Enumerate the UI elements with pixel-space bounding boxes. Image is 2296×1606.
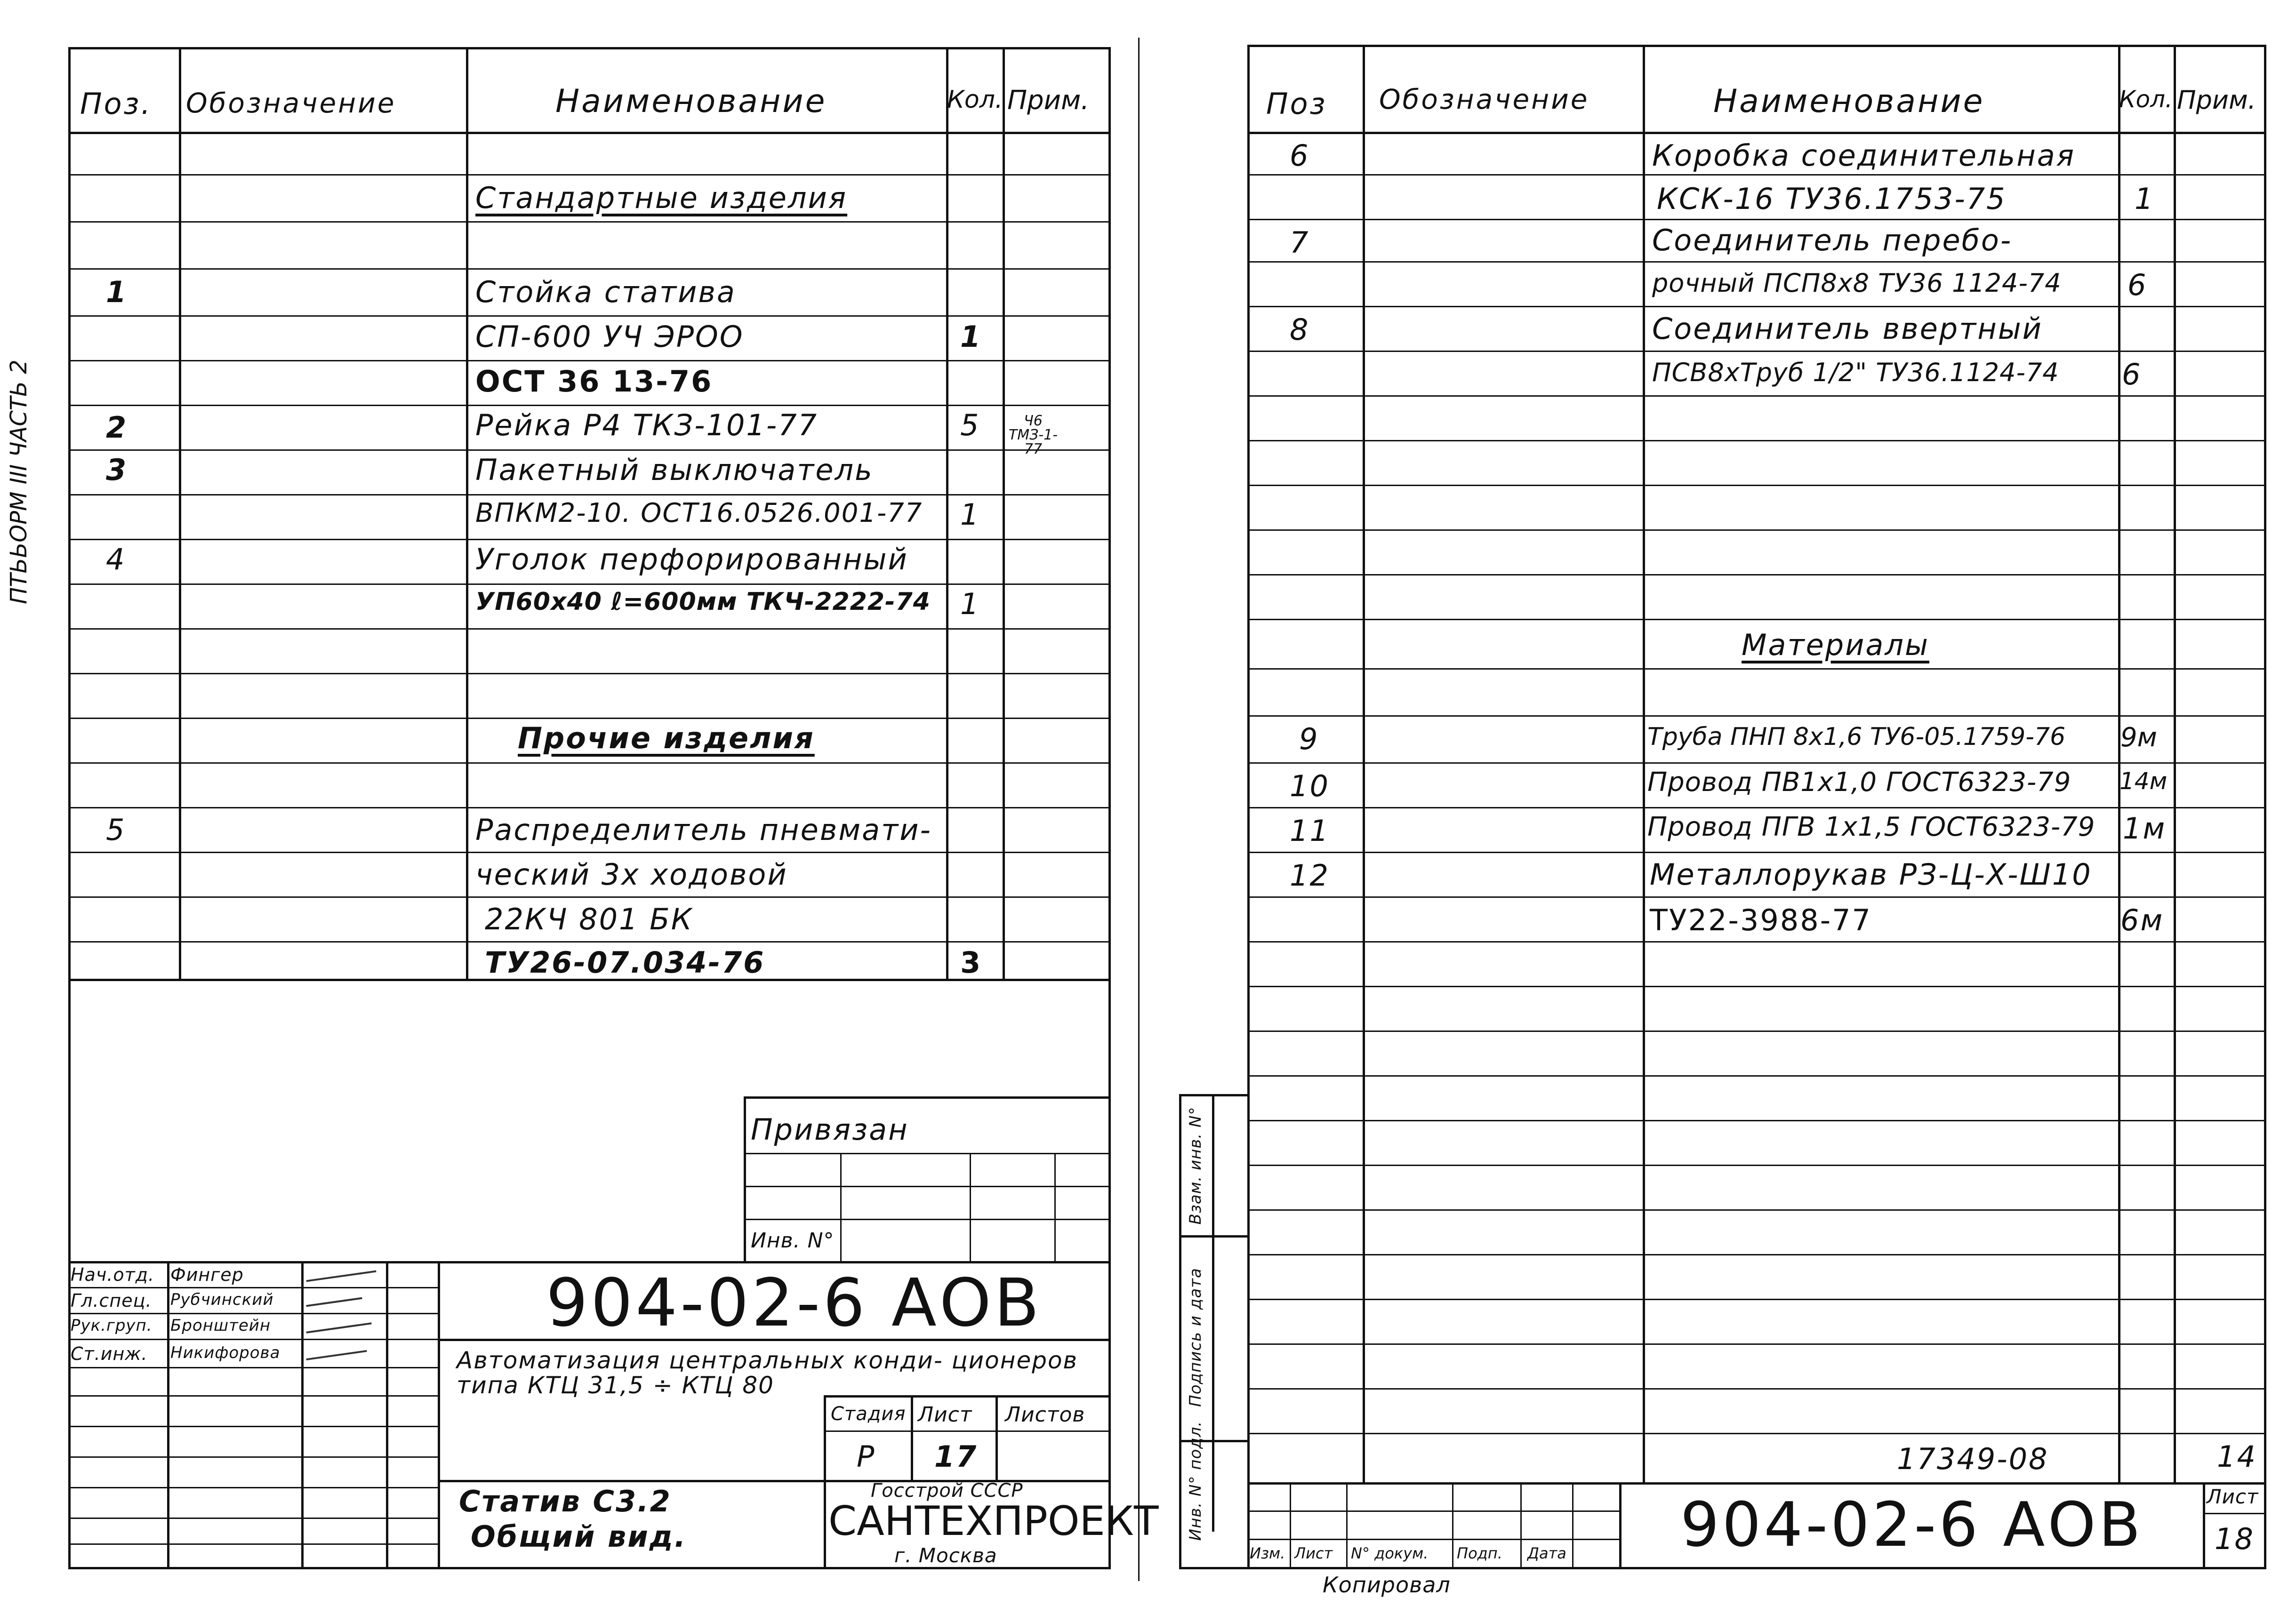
doc-code: 904-02-6 АОВ [1680, 1489, 2143, 1560]
row-name: Провод ПГВ 1х1,5 ГОСТ6323-79 [1647, 812, 2095, 842]
row-name: Провод ПВ1х1,0 ГОСТ6323-79 [1647, 767, 2071, 798]
row-name: ТУ22-3988-77 [1650, 903, 1872, 937]
privyazan-label: Привязан [751, 1112, 909, 1147]
row-pos: 8 [1290, 312, 1310, 347]
sheet-divider [1138, 38, 1140, 1581]
side-stamp: ПТЬЬОРМ III ЧАСТЬ 2 [6, 360, 32, 604]
copied-label: Копировал [1323, 1572, 1451, 1598]
sig-name-0: Фингер [170, 1264, 244, 1285]
row-note: Ч6 ТМЗ-1-77 [1008, 413, 1058, 457]
row-name: Уголок перфорированный [475, 542, 908, 576]
row-name: ОСТ 36 13-76 [475, 364, 713, 399]
row-name: Коробка соединительная [1652, 138, 2076, 173]
sig-role-2: Рук.груп. [71, 1316, 153, 1335]
row-qty: 6 [2127, 268, 2148, 302]
side-label-signature-date: Подпись и дата [1186, 1268, 1205, 1407]
side-label-inv-podl: Инв. N° подл. [1186, 1421, 1205, 1541]
col-header-note: Прим. [1007, 85, 1090, 116]
signature-mark [306, 1350, 367, 1360]
col-header-pos: Поз [1266, 87, 1327, 121]
row-pos: 6 [1290, 138, 1310, 173]
row-name: УП60х40 ℓ=600мм ТКЧ-2222-74 [475, 588, 931, 616]
row-name: рочный ПСП8х8 ТУ36 1124-74 [1652, 268, 2062, 298]
inv-no-label: Инв. N° [751, 1229, 835, 1253]
row-pos: 1 [106, 275, 128, 309]
col-header-designation: Обозначение [186, 87, 396, 119]
row-name: Труба ПНП 8х1,6 ТУ6-05.1759-76 [1647, 723, 2066, 751]
row-pos: 9 [1299, 722, 1319, 756]
row-name: 22КЧ 801 БК [485, 902, 693, 936]
row-qty: 6м [2120, 903, 2164, 937]
footer-col-date: Дата [1527, 1544, 1566, 1562]
sig-name-1: Рубчинский [170, 1290, 274, 1309]
col-header-designation: Обозначение [1379, 83, 1590, 115]
sig-role-1: Гл.спец. [71, 1290, 152, 1311]
signature-mark [306, 1322, 371, 1333]
org-city: г. Москва [894, 1544, 997, 1567]
row-pos: 2 [106, 410, 128, 445]
col-header-qty: Кол. [2119, 86, 2173, 113]
row-name: Распределитель пневмати- [475, 813, 932, 847]
row-qty: 3 [960, 945, 982, 980]
col-header-pos: Поз. [80, 87, 153, 121]
row-name: КСК-16 ТУ36.1753-75 [1657, 182, 2007, 216]
row-name: ТУ26-07.034-76 [485, 945, 765, 980]
row-pos: 10 [1290, 769, 1330, 803]
row-qty: 14м [2119, 767, 2168, 795]
footer-col-list: Лист [1294, 1544, 1333, 1562]
drawing-title-2: Общий вид. [471, 1519, 687, 1554]
col-header-name: Наименование [555, 83, 827, 120]
row-name: ПСВ8хТруб 1/2" ТУ36.1124-74 [1652, 358, 2059, 387]
row-name: Соединитель перебо- [1652, 223, 2013, 257]
footer-col-sign: Подп. [1457, 1544, 1502, 1562]
org-name: САНТЕХПРОЕКТ [828, 1498, 1159, 1545]
org-top: Госстрой СССР [871, 1480, 1023, 1502]
row-pos: 3 [106, 453, 128, 487]
sheet-number: 18 [2215, 1522, 2255, 1556]
row-qty: 5 [960, 408, 980, 442]
footer-col-izm: Изм. [1250, 1544, 1285, 1562]
row-pos: 4 [106, 542, 126, 576]
row-pos: 5 [106, 813, 126, 847]
row-name: Рейка Р4 ТКЗ-101-77 [475, 408, 819, 442]
section-standard-items: Стандартные изделия [475, 181, 848, 215]
row-qty: 1м [2123, 811, 2167, 846]
project-title: Автоматизация центральных конди- ционеров типа КТЦ 31,5 ÷ КТЦ 80 [457, 1347, 1078, 1399]
stage-header: Стадия [831, 1403, 906, 1425]
footer-col-doc: N° докум. [1351, 1544, 1429, 1562]
number-note: 17349-08 [1897, 1442, 2049, 1476]
row-name: Стойка статива [475, 275, 736, 309]
row-pos: 7 [1290, 225, 1310, 260]
sheet-label: Лист [2207, 1485, 2259, 1508]
row-name: Пакетный выключатель [475, 453, 874, 487]
row-pos: 12 [1290, 858, 1330, 893]
section-other-items: Прочие изделия [518, 721, 815, 755]
row-name: ческий 3х ходовой [475, 857, 788, 892]
sheet-header: Лист [918, 1403, 972, 1427]
signature-mark [306, 1270, 376, 1282]
drawing-title-1: Статив С3.2 [459, 1484, 672, 1518]
sheet-value: 17 [934, 1439, 978, 1474]
signature-mark [306, 1297, 362, 1307]
row-qty: 1 [960, 497, 980, 532]
stage-value: Р [857, 1439, 876, 1474]
sig-role-3: Ст.инж. [71, 1343, 148, 1364]
row-name: Соединитель ввертный [1652, 312, 2043, 346]
side-label-vzam-inv: Взам. инв. N° [1186, 1106, 1205, 1225]
doc-code: 904-02-6 АОВ [546, 1265, 1042, 1342]
col-header-note: Прим. [2177, 85, 2256, 115]
row-name: Металлорукав РЗ-Ц-Х-Ш10 [1650, 857, 2092, 892]
row-qty: 9м [2120, 722, 2157, 753]
row-qty: 1 [2135, 182, 2155, 216]
page-mark: 14 [2217, 1439, 2257, 1474]
row-qty: 1 [960, 587, 980, 621]
row-name: СП-600 УЧ ЭРОО [475, 320, 744, 354]
row-qty: 1 [960, 320, 982, 354]
sheets-header: Листов [1005, 1403, 1085, 1427]
sig-name-2: Бронштейн [170, 1316, 271, 1335]
sig-role-0: Нач.отд. [71, 1264, 155, 1285]
row-qty: 6 [2122, 357, 2142, 392]
section-materials: Материалы [1742, 628, 1929, 662]
row-pos: 11 [1290, 814, 1330, 848]
sig-name-3: Никифорова [170, 1343, 281, 1362]
col-header-name: Наименование [1713, 83, 1985, 120]
col-header-qty: Кол. [947, 86, 1003, 114]
row-name: ВПКМ2-10. ОСТ16.0526.001-77 [475, 498, 923, 528]
